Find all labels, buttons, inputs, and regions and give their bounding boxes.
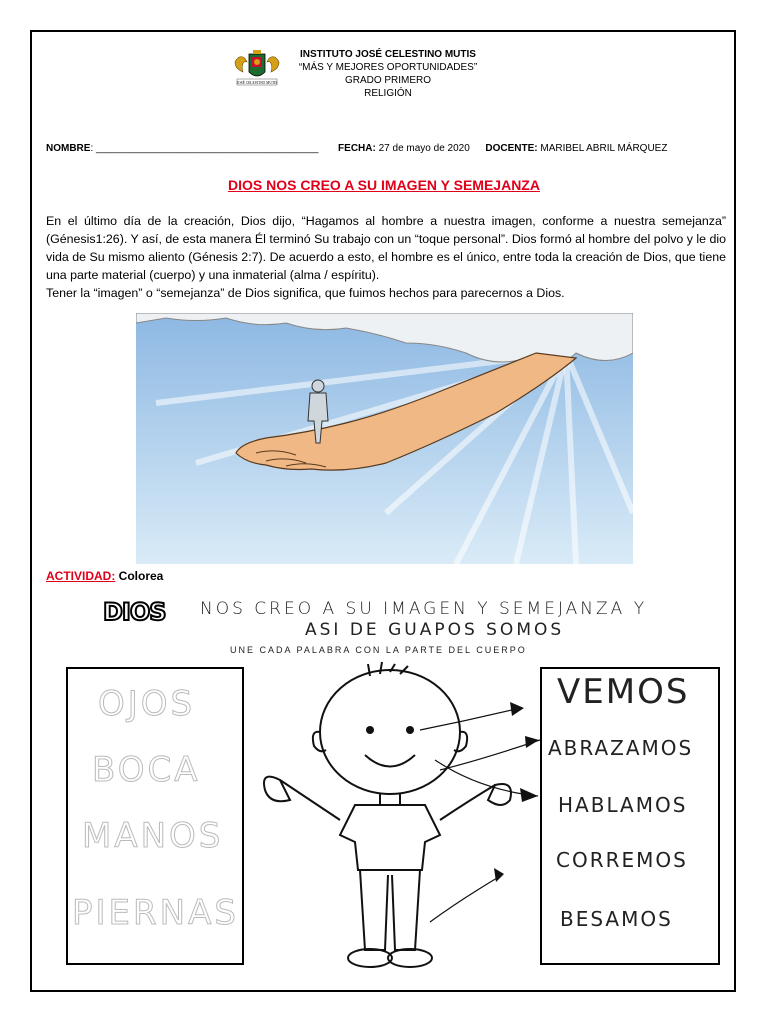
school-header <box>288 48 488 100</box>
teacher-value: MARIBEL ABRIL MÁRQUEZ <box>540 143 668 154</box>
word-boca: BOCA <box>92 750 201 790</box>
grade-label: GRADO PRIMERO <box>344 75 432 86</box>
activity-text: Colorea <box>118 569 164 583</box>
paragraph-2: Tener la “imagen” o “semejanza” de Dios significa, que fuimos hechos para parecernos a Dios. <box>46 286 565 300</box>
word-vemos: VEMOS <box>557 672 690 712</box>
word-corremos: CORREMOS <box>556 848 688 872</box>
date-label: FECHA: <box>338 143 376 154</box>
worksheet-title-line2: ASI DE GUAPOS SOMOS <box>305 620 565 640</box>
word-besamos: BESAMOS <box>560 907 673 931</box>
date-value: 27 de mayo de 2020 <box>378 143 470 154</box>
activity-line <box>46 569 163 583</box>
teacher-label: DOCENTE: <box>485 143 538 154</box>
worksheet-instruction: UNE CADA PALABRA CON LA PARTE DEL CUERPO <box>230 645 527 655</box>
paragraph-1: En el último día de la creación, Dios dijo, “Hagamos al hombre a nuestra imagen, conforme a nuestra semejanza” (Génesis1:26). Y así, de esta manera Él terminó Su trabajo con un “toque personal”. Dios formó al hombre del polvo y le dio vida de Su mismo aliento (Génesis 2:7). De acuerdo a esto, el hombre es el único, entre toda la creación de Dios, que tiene una parte material (cuerpo) y una inmaterial (alma / espíritu). <box>46 214 727 282</box>
word-manos: MANOS <box>82 816 224 856</box>
school-crest-logo <box>231 48 283 88</box>
body-text <box>46 212 726 302</box>
institute-motto: “MÁS Y MEJORES OPORTUNIDADES” <box>298 62 478 73</box>
worksheet-title-line1: NOS CREO A SU IMAGEN Y SEMEJANZA Y <box>200 599 648 619</box>
activity-label: ACTIVIDAD: <box>46 569 116 583</box>
info-line <box>46 143 726 154</box>
institute-name: INSTITUTO JOSÉ CELESTINO MUTIS <box>300 49 476 60</box>
word-hablamos: HABLAMOS <box>558 793 688 817</box>
page-title: DIOS NOS CREO A SU IMAGEN Y SEMEJANZA <box>228 177 540 193</box>
crest-caption: JOSÉ CELESTINO MUTIS <box>236 81 278 85</box>
subject-label: RELIGIÓN <box>364 88 412 99</box>
word-ojos: OJOS <box>98 684 196 724</box>
word-abrazamos: ABRAZAMOS <box>548 736 694 760</box>
boy-drawing <box>240 660 540 980</box>
creation-illustration <box>136 313 633 564</box>
word-piernas: PIERNAS <box>72 893 239 933</box>
name-blank[interactable]: : ________________________________________ <box>90 143 319 154</box>
dios-logo: DIOS <box>103 598 166 626</box>
name-label: NOMBRE <box>46 143 91 154</box>
